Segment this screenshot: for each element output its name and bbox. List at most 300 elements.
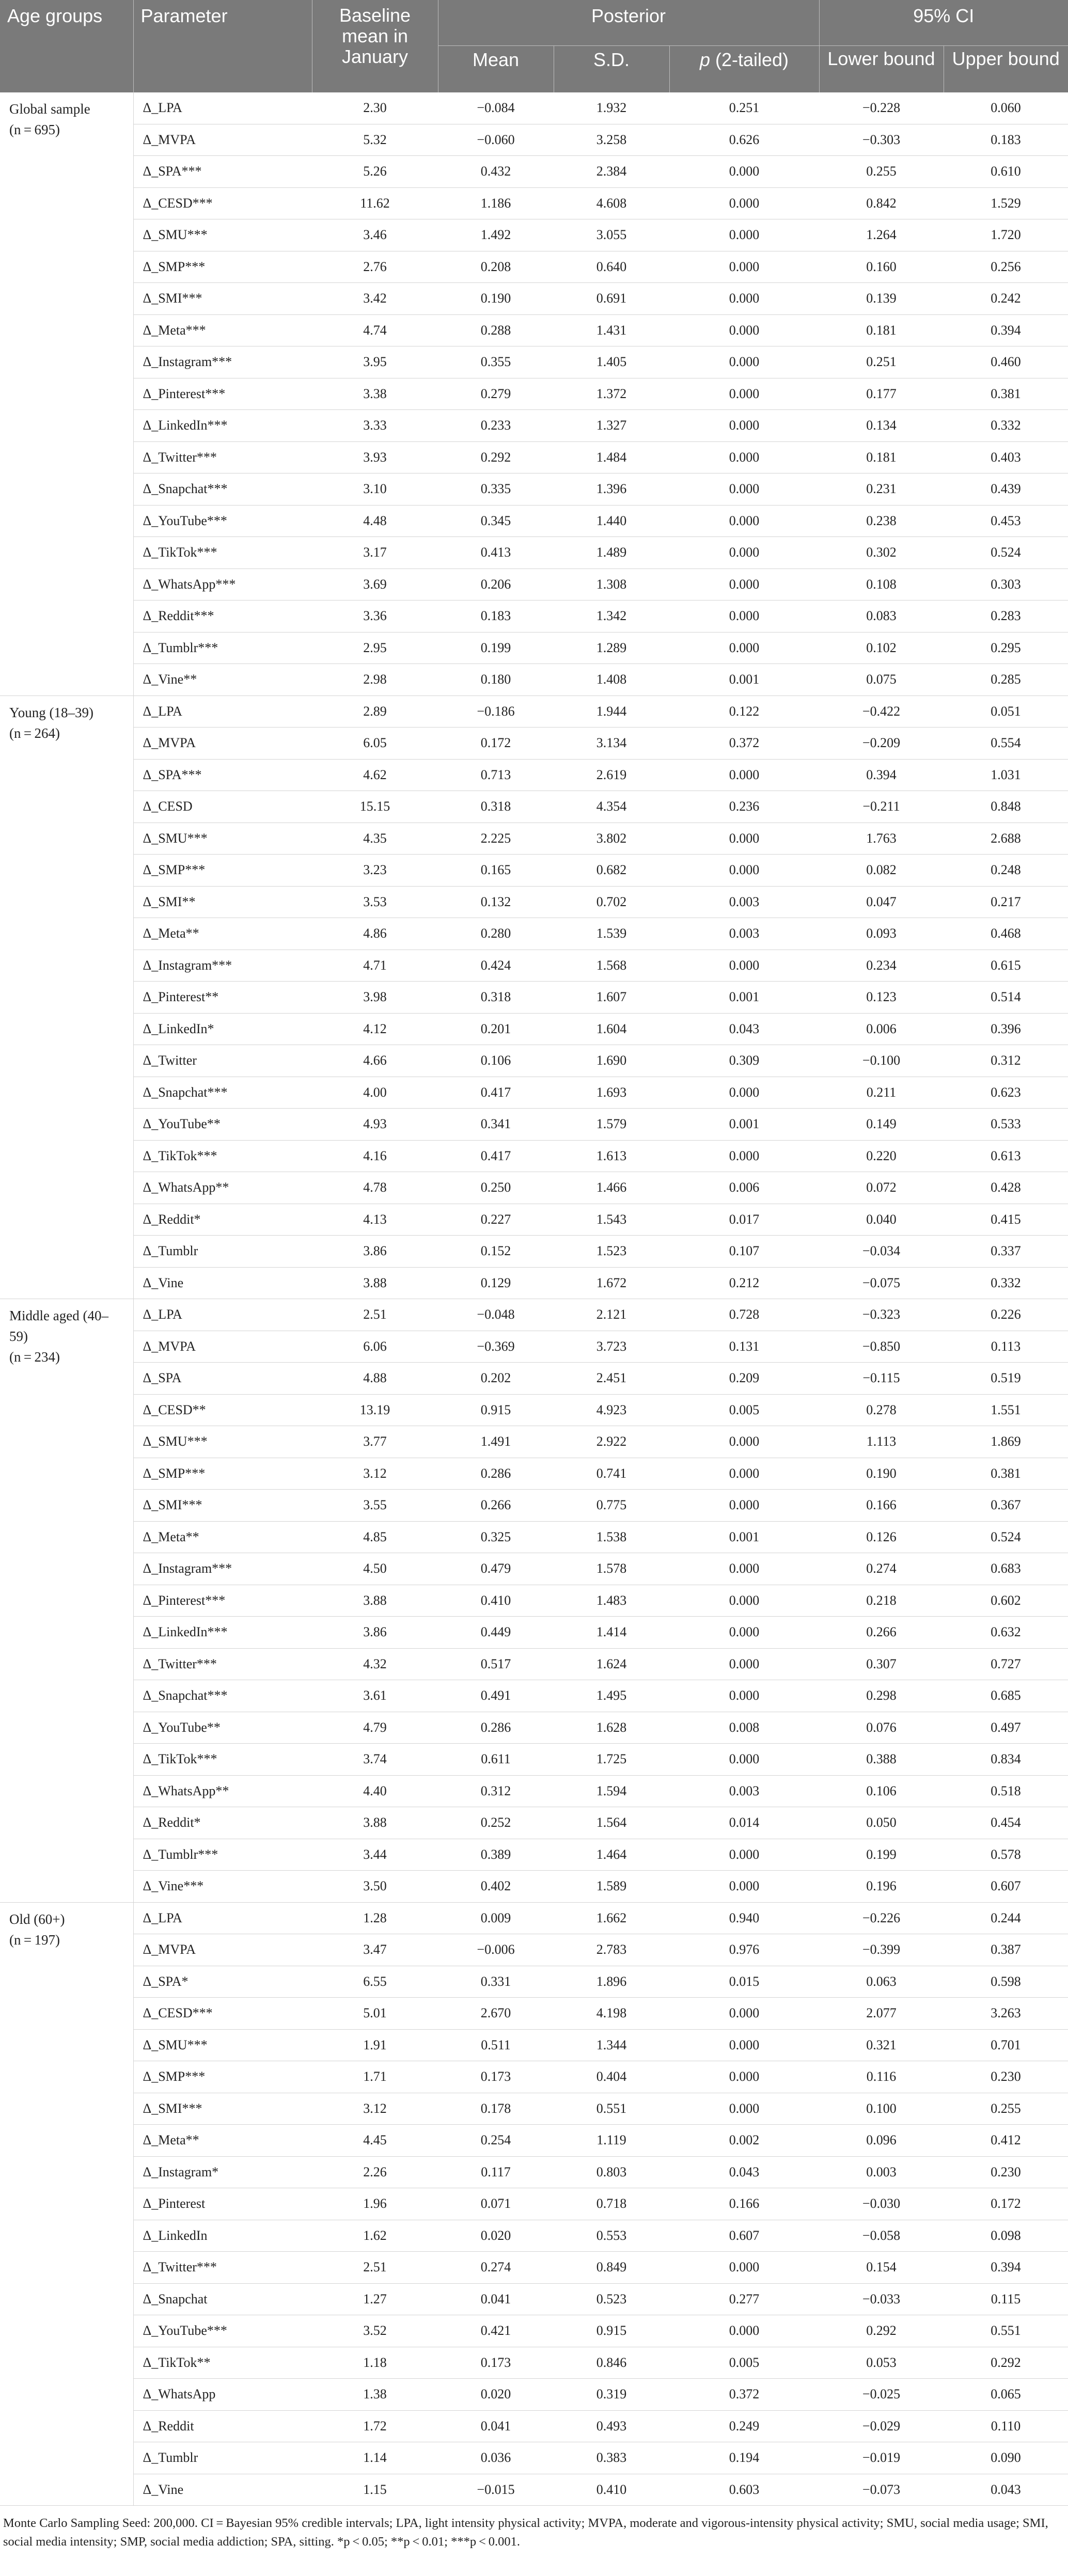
lower-bound-cell: 0.076 bbox=[819, 1712, 944, 1744]
p-value-cell: 0.940 bbox=[669, 1902, 819, 1934]
sd-cell: 0.553 bbox=[554, 2220, 669, 2252]
mean-cell: 2.225 bbox=[438, 823, 554, 855]
upper-bound-cell: 0.110 bbox=[944, 2410, 1068, 2442]
p-value-cell: 0.000 bbox=[669, 441, 819, 473]
p-value-cell: 0.043 bbox=[669, 2156, 819, 2188]
parameter-cell: Δ_Reddit* bbox=[133, 1807, 312, 1839]
table-row bbox=[0, 1585, 1068, 1617]
mean-cell: 0.479 bbox=[438, 1553, 554, 1585]
p-value-cell: 0.043 bbox=[669, 1013, 819, 1045]
baseline-cell: 4.32 bbox=[312, 1648, 438, 1680]
table-row bbox=[0, 473, 1068, 505]
parameter-cell: Δ_MVPA bbox=[133, 124, 312, 156]
upper-bound-cell: 1.720 bbox=[944, 219, 1068, 251]
baseline-cell: 4.85 bbox=[312, 1521, 438, 1553]
lower-bound-cell: 0.231 bbox=[819, 473, 944, 505]
p-value-cell: 0.003 bbox=[669, 918, 819, 950]
age-group-n: (n = 197) bbox=[9, 1932, 60, 1948]
mean-cell: 2.670 bbox=[438, 1998, 554, 2030]
header-sd: S.D. bbox=[554, 46, 669, 93]
mean-cell: 0.132 bbox=[438, 886, 554, 918]
parameter-cell: Δ_Reddit bbox=[133, 2410, 312, 2442]
parameter-cell: Δ_CESD bbox=[133, 791, 312, 823]
p-value-cell: 0.000 bbox=[669, 1617, 819, 1649]
sd-cell: 1.431 bbox=[554, 314, 669, 346]
mean-cell: 0.183 bbox=[438, 600, 554, 633]
mean-cell: 0.331 bbox=[438, 1966, 554, 1998]
mean-cell: 0.280 bbox=[438, 918, 554, 950]
table-row bbox=[0, 1966, 1068, 1998]
age-group-label: Young (18–39) bbox=[9, 704, 94, 720]
parameter-cell: Δ_SPA* bbox=[133, 1966, 312, 1998]
mean-cell: 0.233 bbox=[438, 410, 554, 442]
baseline-cell: 3.61 bbox=[312, 1680, 438, 1712]
parameter-cell: Δ_LinkedIn*** bbox=[133, 410, 312, 442]
table-row bbox=[0, 505, 1068, 537]
sd-cell: 1.604 bbox=[554, 1013, 669, 1045]
baseline-cell: 2.98 bbox=[312, 664, 438, 696]
p-value-cell: 0.005 bbox=[669, 2347, 819, 2379]
table-row bbox=[0, 2252, 1068, 2284]
baseline-cell: 1.27 bbox=[312, 2283, 438, 2315]
parameter-cell: Δ_Meta** bbox=[133, 918, 312, 950]
baseline-cell: 4.62 bbox=[312, 759, 438, 791]
mean-cell: 1.186 bbox=[438, 187, 554, 219]
mean-cell: 0.424 bbox=[438, 950, 554, 982]
lower-bound-cell: 0.096 bbox=[819, 2125, 944, 2157]
baseline-cell: 3.47 bbox=[312, 1934, 438, 1966]
table-row bbox=[0, 537, 1068, 569]
p-value-cell: 0.000 bbox=[669, 156, 819, 188]
baseline-cell: 1.72 bbox=[312, 2410, 438, 2442]
upper-bound-cell: 0.551 bbox=[944, 2315, 1068, 2347]
parameter-cell: Δ_WhatsApp** bbox=[133, 1172, 312, 1204]
table-row bbox=[0, 378, 1068, 410]
sd-cell: 2.783 bbox=[554, 1934, 669, 1966]
baseline-cell: 3.74 bbox=[312, 1744, 438, 1776]
sd-cell: 1.464 bbox=[554, 1839, 669, 1871]
baseline-cell: 5.26 bbox=[312, 156, 438, 188]
upper-bound-cell: 0.623 bbox=[944, 1077, 1068, 1109]
upper-bound-cell: 0.226 bbox=[944, 1299, 1068, 1331]
upper-bound-cell: 0.615 bbox=[944, 950, 1068, 982]
sd-cell: 1.119 bbox=[554, 2125, 669, 2157]
sd-cell: 2.922 bbox=[554, 1426, 669, 1458]
upper-bound-cell: 0.230 bbox=[944, 2156, 1068, 2188]
table-row bbox=[0, 791, 1068, 823]
age-group-label: Global sample bbox=[9, 101, 90, 117]
sd-cell: 0.718 bbox=[554, 2188, 669, 2220]
table-row bbox=[0, 187, 1068, 219]
parameter-cell: Δ_Instagram*** bbox=[133, 950, 312, 982]
header-mean: Mean bbox=[438, 46, 554, 93]
mean-cell: 0.325 bbox=[438, 1521, 554, 1553]
lower-bound-cell: 0.388 bbox=[819, 1744, 944, 1776]
parameter-cell: Δ_LinkedIn* bbox=[133, 1013, 312, 1045]
parameter-cell: Δ_Vine*** bbox=[133, 1871, 312, 1903]
upper-bound-cell: 0.256 bbox=[944, 251, 1068, 283]
mean-cell: 0.389 bbox=[438, 1839, 554, 1871]
table-row bbox=[0, 568, 1068, 600]
sd-cell: 1.543 bbox=[554, 1204, 669, 1236]
baseline-cell: 3.77 bbox=[312, 1426, 438, 1458]
lower-bound-cell: 0.278 bbox=[819, 1394, 944, 1426]
mean-cell: 0.173 bbox=[438, 2347, 554, 2379]
sd-cell: 1.396 bbox=[554, 473, 669, 505]
sd-cell: 0.383 bbox=[554, 2442, 669, 2474]
table-row bbox=[0, 251, 1068, 283]
mean-cell: 0.250 bbox=[438, 1172, 554, 1204]
baseline-cell: 3.88 bbox=[312, 1585, 438, 1617]
mean-cell: 0.206 bbox=[438, 568, 554, 600]
upper-bound-cell: 0.524 bbox=[944, 1521, 1068, 1553]
upper-bound-cell: 0.518 bbox=[944, 1775, 1068, 1807]
p-value-cell: 0.000 bbox=[669, 568, 819, 600]
age-group-label: Old (60+) bbox=[9, 1911, 65, 1927]
parameter-cell: Δ_LPA bbox=[133, 1299, 312, 1331]
lower-bound-cell: −0.100 bbox=[819, 1045, 944, 1077]
lower-bound-cell: −0.025 bbox=[819, 2379, 944, 2411]
lower-bound-cell: 0.218 bbox=[819, 1585, 944, 1617]
sd-cell: 0.319 bbox=[554, 2379, 669, 2411]
baseline-cell: 6.55 bbox=[312, 1966, 438, 1998]
mean-cell: 0.417 bbox=[438, 1077, 554, 1109]
parameter-cell: Δ_SMP*** bbox=[133, 251, 312, 283]
upper-bound-cell: 0.519 bbox=[944, 1363, 1068, 1395]
table-row bbox=[0, 1521, 1068, 1553]
mean-cell: 0.318 bbox=[438, 982, 554, 1014]
upper-bound-cell: 2.688 bbox=[944, 823, 1068, 855]
upper-bound-cell: 1.551 bbox=[944, 1394, 1068, 1426]
header-p-letter: p bbox=[699, 49, 710, 70]
mean-cell: 0.202 bbox=[438, 1363, 554, 1395]
parameter-cell: Δ_TikTok*** bbox=[133, 1140, 312, 1172]
sd-cell: 1.693 bbox=[554, 1077, 669, 1109]
upper-bound-cell: 0.554 bbox=[944, 728, 1068, 760]
sd-cell: 1.414 bbox=[554, 1617, 669, 1649]
lower-bound-cell: 0.274 bbox=[819, 1553, 944, 1585]
p-value-cell: 0.000 bbox=[669, 251, 819, 283]
p-value-cell: 0.251 bbox=[669, 92, 819, 124]
table-row bbox=[0, 1902, 1068, 1934]
parameter-cell: Δ_SPA bbox=[133, 1363, 312, 1395]
mean-cell: 0.036 bbox=[438, 2442, 554, 2474]
upper-bound-cell: 0.387 bbox=[944, 1934, 1068, 1966]
baseline-cell: 3.98 bbox=[312, 982, 438, 1014]
sd-cell: 3.055 bbox=[554, 219, 669, 251]
upper-bound-cell: 1.529 bbox=[944, 187, 1068, 219]
sd-cell: 4.198 bbox=[554, 1998, 669, 2030]
parameter-cell: Δ_LinkedIn bbox=[133, 2220, 312, 2252]
sd-cell: 1.725 bbox=[554, 1744, 669, 1776]
sd-cell: 2.619 bbox=[554, 759, 669, 791]
p-value-cell: 0.000 bbox=[669, 219, 819, 251]
parameter-cell: Δ_Twitter*** bbox=[133, 1648, 312, 1680]
table-row bbox=[0, 92, 1068, 124]
mean-cell: 0.020 bbox=[438, 2379, 554, 2411]
upper-bound-cell: 0.381 bbox=[944, 378, 1068, 410]
baseline-cell: 3.52 bbox=[312, 2315, 438, 2347]
table-row bbox=[0, 1109, 1068, 1141]
p-value-cell: 0.001 bbox=[669, 664, 819, 696]
upper-bound-cell: 0.244 bbox=[944, 1902, 1068, 1934]
table-row bbox=[0, 696, 1068, 728]
baseline-cell: 4.13 bbox=[312, 1204, 438, 1236]
table-row bbox=[0, 1363, 1068, 1395]
lower-bound-cell: 0.006 bbox=[819, 1013, 944, 1045]
table-row bbox=[0, 918, 1068, 950]
p-value-cell: 0.000 bbox=[669, 1998, 819, 2030]
upper-bound-cell: 0.285 bbox=[944, 664, 1068, 696]
lower-bound-cell: 0.160 bbox=[819, 251, 944, 283]
mean-cell: −0.015 bbox=[438, 2474, 554, 2506]
table-row bbox=[0, 1394, 1068, 1426]
baseline-cell: 5.32 bbox=[312, 124, 438, 156]
p-value-cell: 0.000 bbox=[669, 473, 819, 505]
baseline-cell: 3.88 bbox=[312, 1267, 438, 1299]
upper-bound-cell: 0.632 bbox=[944, 1617, 1068, 1649]
baseline-cell: 4.35 bbox=[312, 823, 438, 855]
upper-bound-cell: 0.098 bbox=[944, 2220, 1068, 2252]
upper-bound-cell: 0.848 bbox=[944, 791, 1068, 823]
lower-bound-cell: 0.238 bbox=[819, 505, 944, 537]
p-value-cell: 0.000 bbox=[669, 2315, 819, 2347]
mean-cell: 0.106 bbox=[438, 1045, 554, 1077]
lower-bound-cell: 0.134 bbox=[819, 410, 944, 442]
baseline-cell: 2.30 bbox=[312, 92, 438, 124]
lower-bound-cell: 1.113 bbox=[819, 1426, 944, 1458]
mean-cell: 0.152 bbox=[438, 1236, 554, 1268]
upper-bound-cell: 0.598 bbox=[944, 1966, 1068, 1998]
p-value-cell: 0.000 bbox=[669, 1680, 819, 1712]
baseline-cell: 3.33 bbox=[312, 410, 438, 442]
p-value-cell: 0.236 bbox=[669, 791, 819, 823]
table-row bbox=[0, 759, 1068, 791]
sd-cell: 2.121 bbox=[554, 1299, 669, 1331]
parameter-cell: Δ_CESD** bbox=[133, 1394, 312, 1426]
parameter-cell: Δ_SMI** bbox=[133, 886, 312, 918]
parameter-cell: Δ_SMI*** bbox=[133, 2093, 312, 2125]
upper-bound-cell: 0.115 bbox=[944, 2283, 1068, 2315]
p-value-cell: 0.001 bbox=[669, 982, 819, 1014]
sd-cell: 1.327 bbox=[554, 410, 669, 442]
lower-bound-cell: 0.211 bbox=[819, 1077, 944, 1109]
upper-bound-cell: 0.337 bbox=[944, 1236, 1068, 1268]
parameter-cell: Δ_SMU*** bbox=[133, 823, 312, 855]
lower-bound-cell: 0.126 bbox=[819, 1521, 944, 1553]
table-row bbox=[0, 886, 1068, 918]
lower-bound-cell: 0.190 bbox=[819, 1458, 944, 1490]
p-value-cell: 0.249 bbox=[669, 2410, 819, 2442]
mean-cell: 0.345 bbox=[438, 505, 554, 537]
parameter-cell: Δ_YouTube*** bbox=[133, 505, 312, 537]
lower-bound-cell: −0.850 bbox=[819, 1331, 944, 1363]
table-row bbox=[0, 2347, 1068, 2379]
parameter-cell: Δ_Tumblr bbox=[133, 2442, 312, 2474]
parameter-cell: Δ_Reddit*** bbox=[133, 600, 312, 633]
p-value-cell: 0.014 bbox=[669, 1807, 819, 1839]
table-row bbox=[0, 1648, 1068, 1680]
mean-cell: 0.335 bbox=[438, 473, 554, 505]
mean-cell: 0.190 bbox=[438, 283, 554, 315]
lower-bound-cell: 0.177 bbox=[819, 378, 944, 410]
parameter-cell: Δ_Instagram*** bbox=[133, 346, 312, 378]
mean-cell: 0.227 bbox=[438, 1204, 554, 1236]
mean-cell: 0.402 bbox=[438, 1871, 554, 1903]
sd-cell: 0.803 bbox=[554, 2156, 669, 2188]
p-value-cell: 0.000 bbox=[669, 1839, 819, 1871]
p-value-cell: 0.166 bbox=[669, 2188, 819, 2220]
table-row bbox=[0, 1839, 1068, 1871]
baseline-cell: 4.00 bbox=[312, 1077, 438, 1109]
baseline-cell: 3.12 bbox=[312, 2093, 438, 2125]
parameter-cell: Δ_TikTok** bbox=[133, 2347, 312, 2379]
mean-cell: 0.511 bbox=[438, 2029, 554, 2061]
sd-cell: 0.775 bbox=[554, 1490, 669, 1522]
p-value-cell: 0.000 bbox=[669, 2061, 819, 2093]
lower-bound-cell: 0.307 bbox=[819, 1648, 944, 1680]
sd-cell: 1.372 bbox=[554, 378, 669, 410]
mean-cell: 0.252 bbox=[438, 1807, 554, 1839]
table-row bbox=[0, 346, 1068, 378]
mean-cell: −0.369 bbox=[438, 1331, 554, 1363]
p-value-cell: 0.001 bbox=[669, 1109, 819, 1141]
lower-bound-cell: 0.093 bbox=[819, 918, 944, 950]
p-value-cell: 0.000 bbox=[669, 1490, 819, 1522]
table-row bbox=[0, 1140, 1068, 1172]
p-value-cell: 0.000 bbox=[669, 537, 819, 569]
lower-bound-cell: 0.003 bbox=[819, 2156, 944, 2188]
table-row bbox=[0, 823, 1068, 855]
sd-cell: 1.690 bbox=[554, 1045, 669, 1077]
sd-cell: 1.538 bbox=[554, 1521, 669, 1553]
sd-cell: 1.662 bbox=[554, 1902, 669, 1934]
mean-cell: 0.449 bbox=[438, 1617, 554, 1649]
upper-bound-cell: 0.394 bbox=[944, 314, 1068, 346]
baseline-cell: 4.78 bbox=[312, 1172, 438, 1204]
sd-cell: 1.539 bbox=[554, 918, 669, 950]
mean-cell: 0.713 bbox=[438, 759, 554, 791]
p-value-cell: 0.003 bbox=[669, 886, 819, 918]
baseline-cell: 6.05 bbox=[312, 728, 438, 760]
upper-bound-cell: 0.439 bbox=[944, 473, 1068, 505]
lower-bound-cell: 0.394 bbox=[819, 759, 944, 791]
mean-cell: 0.173 bbox=[438, 2061, 554, 2093]
parameter-cell: Δ_Tumblr bbox=[133, 1236, 312, 1268]
upper-bound-cell: 0.312 bbox=[944, 1045, 1068, 1077]
sd-cell: 1.607 bbox=[554, 982, 669, 1014]
mean-cell: −0.084 bbox=[438, 92, 554, 124]
mean-cell: 0.517 bbox=[438, 1648, 554, 1680]
sd-cell: 1.523 bbox=[554, 1236, 669, 1268]
baseline-cell: 3.36 bbox=[312, 600, 438, 633]
p-value-cell: 0.000 bbox=[669, 1871, 819, 1903]
upper-bound-cell: 0.065 bbox=[944, 2379, 1068, 2411]
upper-bound-cell: 0.613 bbox=[944, 1140, 1068, 1172]
parameter-cell: Δ_Meta*** bbox=[133, 314, 312, 346]
table-footnote: Monte Carlo Sampling Seed: 200,000. CI = Bayesian 95% credible intervals; LPA, light intensity physical activity; MVPA, moderate and vigorous-intensity physical activity; SMU, social media usage; SMI, social media intensity; SMP, social media addiction; SPA, sitting. *p < 0.05; **p < 0.01; ***p < 0.001. bbox=[3, 2516, 1048, 2549]
table-row bbox=[0, 1490, 1068, 1522]
table-row bbox=[0, 1998, 1068, 2030]
p-value-cell: 0.607 bbox=[669, 2220, 819, 2252]
baseline-cell: 1.28 bbox=[312, 1902, 438, 1934]
sd-cell: 1.489 bbox=[554, 537, 669, 569]
p-value-cell: 0.728 bbox=[669, 1299, 819, 1331]
mean-cell: 0.915 bbox=[438, 1394, 554, 1426]
table-row bbox=[0, 2442, 1068, 2474]
table-row bbox=[0, 2156, 1068, 2188]
lower-bound-cell: −0.211 bbox=[819, 791, 944, 823]
lower-bound-cell: −0.115 bbox=[819, 1363, 944, 1395]
lower-bound-cell: −0.303 bbox=[819, 124, 944, 156]
parameter-cell: Δ_Vine bbox=[133, 1267, 312, 1299]
lower-bound-cell: −0.029 bbox=[819, 2410, 944, 2442]
baseline-cell: 4.93 bbox=[312, 1109, 438, 1141]
upper-bound-cell: 0.283 bbox=[944, 600, 1068, 633]
age-group-cell bbox=[0, 696, 133, 1299]
parameter-cell: Δ_Snapchat bbox=[133, 2283, 312, 2315]
baseline-cell: 4.48 bbox=[312, 505, 438, 537]
parameter-cell: Δ_YouTube*** bbox=[133, 2315, 312, 2347]
upper-bound-cell: 0.727 bbox=[944, 1648, 1068, 1680]
baseline-cell: 4.16 bbox=[312, 1140, 438, 1172]
lower-bound-cell: 0.075 bbox=[819, 664, 944, 696]
parameter-cell: Δ_Twitter*** bbox=[133, 2252, 312, 2284]
table-row bbox=[0, 1172, 1068, 1204]
lower-bound-cell: 0.255 bbox=[819, 156, 944, 188]
parameter-cell: Δ_SMI*** bbox=[133, 283, 312, 315]
parameter-cell: Δ_SMI*** bbox=[133, 1490, 312, 1522]
mean-cell: 0.165 bbox=[438, 855, 554, 887]
parameter-cell: Δ_SMP*** bbox=[133, 1458, 312, 1490]
sd-cell: 0.404 bbox=[554, 2061, 669, 2093]
table-row bbox=[0, 1045, 1068, 1077]
sd-cell: 3.258 bbox=[554, 124, 669, 156]
table-row bbox=[0, 2410, 1068, 2442]
parameter-cell: Δ_WhatsApp** bbox=[133, 1775, 312, 1807]
baseline-cell: 3.69 bbox=[312, 568, 438, 600]
parameter-cell: Δ_Snapchat*** bbox=[133, 1077, 312, 1109]
upper-bound-cell: 0.292 bbox=[944, 2347, 1068, 2379]
sd-cell: 2.451 bbox=[554, 1363, 669, 1395]
table-row bbox=[0, 1617, 1068, 1649]
upper-bound-cell: 0.497 bbox=[944, 1712, 1068, 1744]
upper-bound-cell: 0.533 bbox=[944, 1109, 1068, 1141]
p-value-cell: 0.122 bbox=[669, 696, 819, 728]
sd-cell: 1.289 bbox=[554, 632, 669, 664]
p-value-cell: 0.209 bbox=[669, 1363, 819, 1395]
baseline-cell: 3.44 bbox=[312, 1839, 438, 1871]
sd-cell: 1.568 bbox=[554, 950, 669, 982]
upper-bound-cell: 0.602 bbox=[944, 1585, 1068, 1617]
mean-cell: 0.041 bbox=[438, 2410, 554, 2442]
p-value-cell: 0.372 bbox=[669, 2379, 819, 2411]
lower-bound-cell: −0.075 bbox=[819, 1267, 944, 1299]
upper-bound-cell: 0.242 bbox=[944, 283, 1068, 315]
sd-cell: 1.483 bbox=[554, 1585, 669, 1617]
header-age-groups: Age groups bbox=[0, 0, 133, 92]
parameter-cell: Δ_LPA bbox=[133, 92, 312, 124]
sd-cell: 1.672 bbox=[554, 1267, 669, 1299]
sd-cell: 4.608 bbox=[554, 187, 669, 219]
header-ci: 95% CI bbox=[819, 0, 1068, 46]
baseline-cell: 4.74 bbox=[312, 314, 438, 346]
lower-bound-cell: −0.209 bbox=[819, 728, 944, 760]
p-value-cell: 0.008 bbox=[669, 1712, 819, 1744]
parameter-cell: Δ_Twitter*** bbox=[133, 441, 312, 473]
age-group-n: (n = 264) bbox=[9, 725, 60, 741]
table-row bbox=[0, 2188, 1068, 2220]
